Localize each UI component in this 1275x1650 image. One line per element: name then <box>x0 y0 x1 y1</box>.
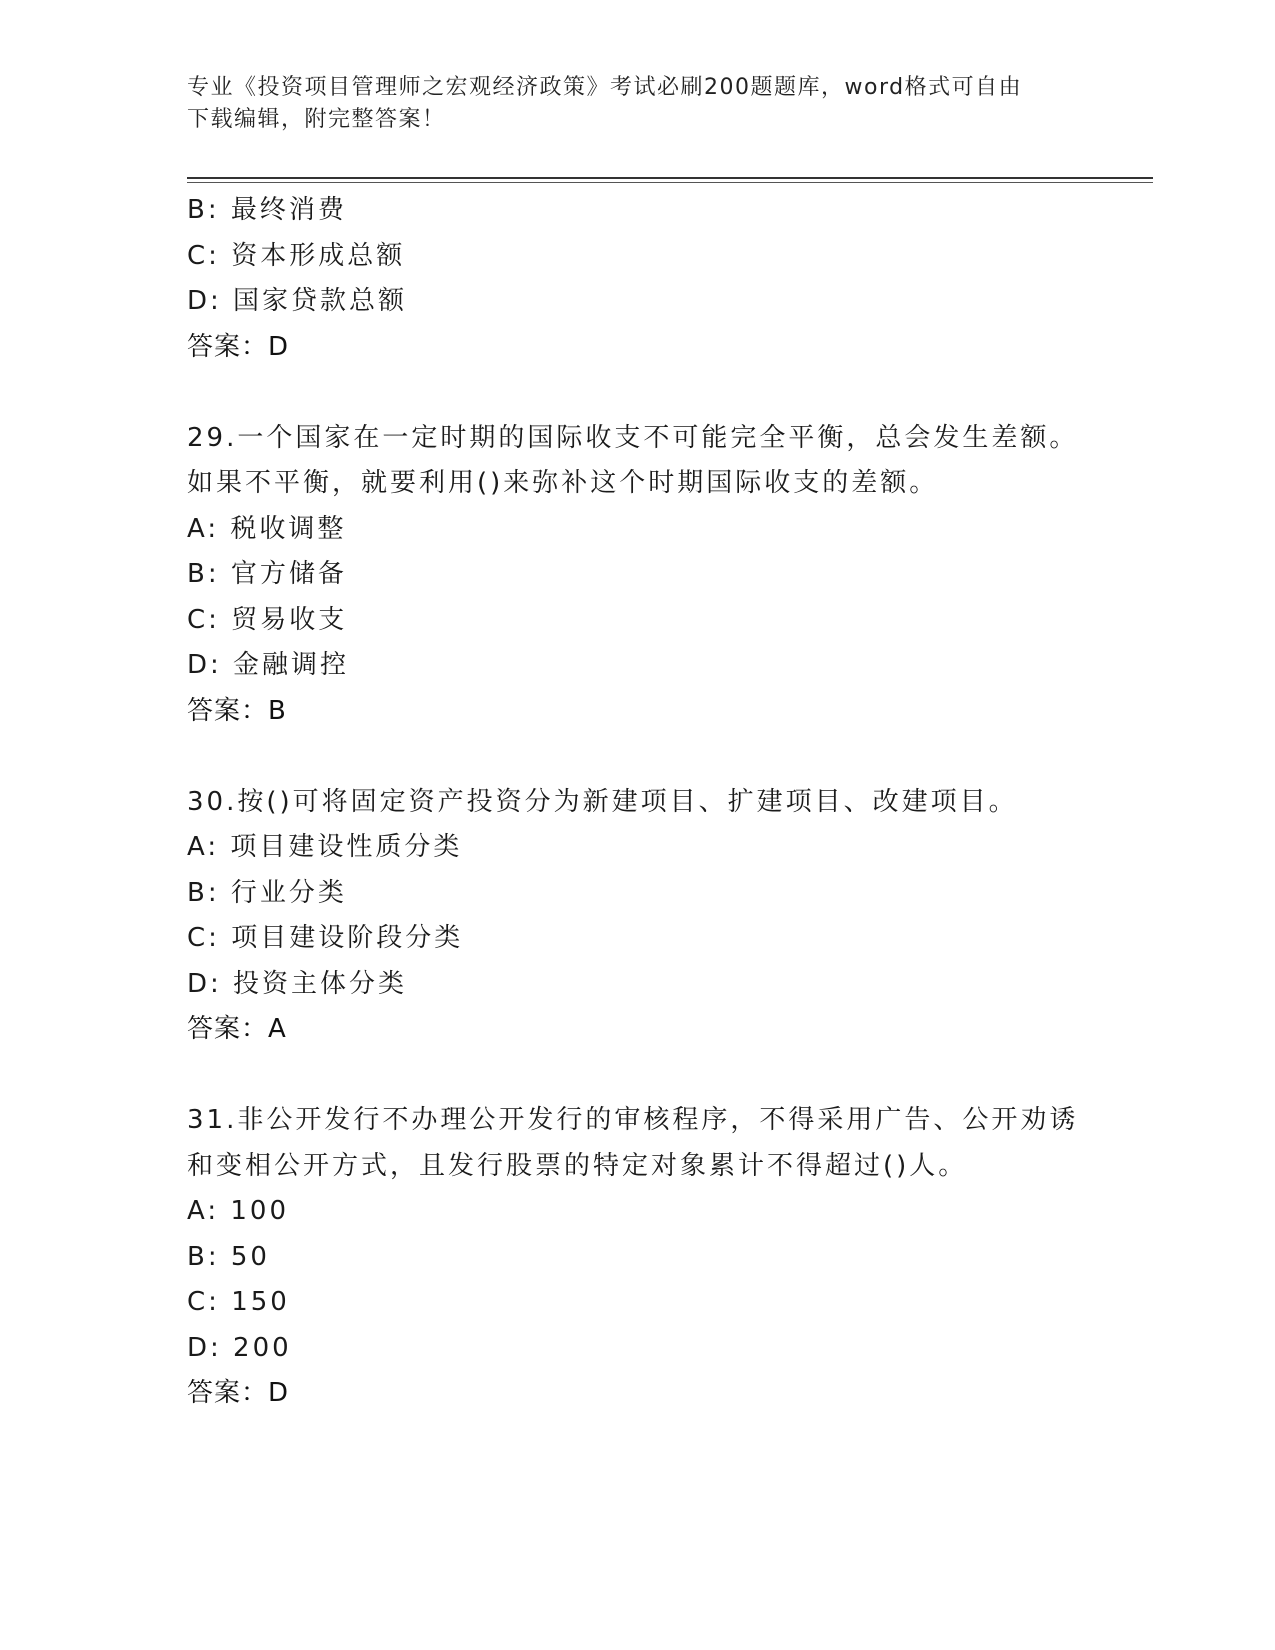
header-divider-thin <box>187 182 1153 183</box>
option-c: C: 150 <box>187 1287 290 1317</box>
header-line-1: 专业《投资项目管理师之宏观经济政策》考试必刷200题题库，word格式可自由 <box>187 75 1023 100</box>
answer-29: 答案：B <box>187 695 287 726</box>
option-d: D: 金融调控 <box>187 650 350 680</box>
answer-28: 答案：D <box>187 331 290 362</box>
question-stem-line: 和变相公开方式，且发行股票的特定对象累计不得超过()人。 <box>187 1150 968 1181</box>
header-line-2: 下载编辑，附完整答案！ <box>187 107 446 132</box>
question-28-tail <box>187 188 1087 370</box>
option-b: B: 官方储备 <box>187 559 347 589</box>
question-31 <box>187 1098 1087 1417</box>
header-divider-thick <box>187 177 1153 179</box>
question-30 <box>187 780 1087 1053</box>
question-stem-line: 29.一个国家在一定时期的国际收支不可能完全平衡，总会发生差额。 <box>187 422 1079 453</box>
question-29 <box>187 416 1087 735</box>
option-b: B: 最终消费 <box>187 195 347 225</box>
option-b: B: 行业分类 <box>187 877 347 908</box>
spacer <box>187 370 1087 416</box>
option-c: C: 项目建设阶段分类 <box>187 923 464 953</box>
option-d: D: 投资主体分类 <box>187 968 408 999</box>
option-d: D: 国家贷款总额 <box>187 286 408 316</box>
option-a: A: 项目建设性质分类 <box>187 832 463 862</box>
answer-31: 答案：D <box>187 1378 290 1408</box>
option-a: A: 100 <box>187 1196 289 1226</box>
option-c: C: 贸易收支 <box>187 604 348 635</box>
question-list <box>187 188 1087 1417</box>
option-d: D: 200 <box>187 1332 292 1363</box>
spacer <box>187 1053 1087 1099</box>
question-stem-line: 如果不平衡，就要利用()来弥补这个时期国际收支的差额。 <box>187 468 939 498</box>
option-a: A: 税收调整 <box>187 513 347 544</box>
option-b: B: 50 <box>187 1241 270 1272</box>
document-header <box>187 72 1067 136</box>
spacer <box>187 734 1087 780</box>
option-c: C: 资本形成总额 <box>187 240 406 271</box>
answer-30: 答案：A <box>187 1014 287 1044</box>
question-stem-line: 30.按()可将固定资产投资分为新建项目、扩建项目、改建项目。 <box>187 786 1018 817</box>
question-stem-line: 31.非公开发行不办理公开发行的审核程序，不得采用广告、公开劝诱 <box>187 1105 1079 1135</box>
